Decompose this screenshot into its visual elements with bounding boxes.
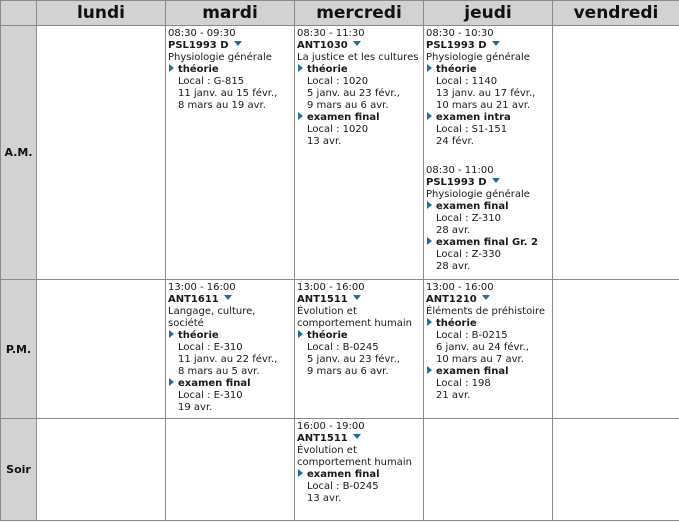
course-block xyxy=(295,419,423,507)
slot-cell xyxy=(553,26,679,280)
course-title: La justice et les cultures xyxy=(297,52,419,63)
activity-type-label: examen final xyxy=(436,201,509,212)
slot-cell xyxy=(166,280,295,419)
course-block xyxy=(424,163,552,275)
day-header-lundi: lundi xyxy=(37,1,166,26)
triangle-right-icon xyxy=(169,330,174,338)
course-time: 13:00 - 16:00 xyxy=(168,282,236,293)
activity-dates: 19 avr. xyxy=(178,402,213,413)
course-code: ANT1511 xyxy=(297,294,348,305)
activity-dates: 5 janv. au 23 févr., xyxy=(307,354,400,365)
activity-type xyxy=(297,112,422,124)
course-time: 16:00 - 19:00 xyxy=(297,421,365,432)
activity-local: Local : 1020 xyxy=(307,124,369,135)
activity-type-label: examen intra xyxy=(436,112,511,123)
slot-cell xyxy=(553,280,679,419)
triangle-right-icon xyxy=(298,330,303,338)
activity-dates: 11 janv. au 15 févr., xyxy=(178,88,278,99)
course-time: 08:30 - 10:30 xyxy=(426,28,494,39)
activity-dates: 10 mars au 7 avr. xyxy=(436,354,524,365)
course-time: 08:30 - 11:30 xyxy=(297,28,365,39)
dropdown-caret-icon[interactable] xyxy=(224,295,232,300)
day-header-mercredi: mercredi xyxy=(295,1,424,26)
slot-cell xyxy=(37,26,166,280)
activity-local: Local : Z-310 xyxy=(436,213,502,224)
course-title: Évolution et comportement humain xyxy=(297,306,412,329)
activity-local: Local : 1020 xyxy=(307,76,369,87)
activity-local: Local : G-815 xyxy=(178,76,245,87)
activity-dates: 24 févr. xyxy=(436,136,474,147)
corner-cell xyxy=(1,1,37,26)
activity-local: Local : E-310 xyxy=(178,342,243,353)
day-header-vendredi: vendredi xyxy=(553,1,679,26)
activity-local: Local : S1-151 xyxy=(436,124,508,135)
course-code: ANT1030 xyxy=(297,40,348,51)
activity-type xyxy=(426,112,551,124)
dropdown-caret-icon[interactable] xyxy=(234,41,242,46)
activity-type-label: théorie xyxy=(436,318,477,329)
triangle-right-icon xyxy=(427,64,432,72)
activity-type-label: théorie xyxy=(307,64,348,75)
course-code: PSL1993 D xyxy=(426,177,487,188)
activity-type xyxy=(168,64,293,76)
course-block xyxy=(166,26,294,114)
course-block xyxy=(166,280,294,416)
course-code-line xyxy=(426,294,551,306)
activity-dates: 28 avr. xyxy=(436,225,471,236)
course-code: ANT1511 xyxy=(297,433,348,444)
activity-dates: 13 janv. au 17 févr., xyxy=(436,88,536,99)
activity-type xyxy=(168,330,293,342)
activity-type-label: examen final Gr. 2 xyxy=(436,237,538,248)
slot-cell xyxy=(424,280,553,419)
triangle-right-icon xyxy=(427,318,432,326)
activity-local: Local : B-0215 xyxy=(436,330,508,341)
course-code-line xyxy=(426,40,551,52)
activity-dates: 9 mars au 6 avr. xyxy=(307,100,389,111)
course-code-line xyxy=(168,40,293,52)
activity-type xyxy=(426,237,551,249)
triangle-right-icon xyxy=(427,201,432,209)
activity-dates: 28 avr. xyxy=(436,261,471,272)
activity-dates: 21 avr. xyxy=(436,390,471,401)
triangle-right-icon xyxy=(298,469,303,477)
activity-dates: 13 avr. xyxy=(307,136,342,147)
activity-type xyxy=(297,64,422,76)
activity-type-label: examen final xyxy=(307,112,380,123)
course-code-line xyxy=(168,294,293,306)
slot-cell xyxy=(37,280,166,419)
slot-cell xyxy=(295,280,424,419)
activity-local: Local : 198 xyxy=(436,378,491,389)
dropdown-caret-icon[interactable] xyxy=(482,295,490,300)
activity-type xyxy=(426,64,551,76)
activity-dates: 9 mars au 6 avr. xyxy=(307,366,389,377)
course-code: PSL1993 D xyxy=(426,40,487,51)
triangle-right-icon xyxy=(298,112,303,120)
course-block xyxy=(424,26,552,150)
activity-dates: 13 avr. xyxy=(307,493,342,504)
course-title: Physiologie générale xyxy=(168,52,272,63)
activity-type-label: théorie xyxy=(307,330,348,341)
course-title: Langage, culture, société xyxy=(168,306,256,329)
triangle-right-icon xyxy=(427,112,432,120)
day-header-row xyxy=(1,1,679,26)
triangle-right-icon xyxy=(427,237,432,245)
activity-type xyxy=(426,366,551,378)
course-code: PSL1993 D xyxy=(168,40,229,51)
period-label-soir: Soir xyxy=(1,419,37,521)
course-time: 08:30 - 09:30 xyxy=(168,28,236,39)
activity-type-label: examen final xyxy=(178,378,251,389)
course-code-line xyxy=(426,177,551,189)
activity-type xyxy=(297,469,422,481)
course-time: 13:00 - 16:00 xyxy=(297,282,365,293)
course-title: Physiologie générale xyxy=(426,189,530,200)
activity-local: Local : B-0245 xyxy=(307,481,379,492)
slot-cell xyxy=(424,419,553,521)
activity-type xyxy=(426,318,551,330)
activity-dates: 8 mars au 5 avr. xyxy=(178,366,260,377)
dropdown-caret-icon[interactable] xyxy=(353,434,361,439)
course-block xyxy=(295,26,423,150)
activity-dates: 8 mars au 19 avr. xyxy=(178,100,266,111)
day-header-jeudi: jeudi xyxy=(424,1,553,26)
triangle-right-icon xyxy=(169,378,174,386)
day-header-mardi: mardi xyxy=(166,1,295,26)
course-title: Éléments de préhistoire xyxy=(426,306,546,317)
slot-cell xyxy=(295,26,424,280)
course-code: ANT1210 xyxy=(426,294,477,305)
course-time: 08:30 - 11:00 xyxy=(426,165,494,176)
triangle-right-icon xyxy=(169,64,174,72)
slot-cell xyxy=(37,419,166,521)
activity-type-label: examen final xyxy=(436,366,509,377)
course-block xyxy=(424,280,552,404)
dropdown-caret-icon[interactable] xyxy=(353,295,361,300)
activity-type-label: théorie xyxy=(178,330,219,341)
period-row-soir xyxy=(1,419,679,521)
period-label-am: A.M. xyxy=(1,26,37,280)
activity-dates: 10 mars au 21 avr. xyxy=(436,100,531,111)
course-code-line xyxy=(297,294,422,306)
activity-type-label: théorie xyxy=(436,64,477,75)
period-row-am xyxy=(1,26,679,280)
dropdown-caret-icon[interactable] xyxy=(492,41,500,46)
course-code-line xyxy=(297,433,422,445)
course-title: Physiologie générale xyxy=(426,52,530,63)
activity-dates: 6 janv. au 24 févr., xyxy=(436,342,529,353)
triangle-right-icon xyxy=(427,366,432,374)
activity-dates: 5 janv. au 23 févr., xyxy=(307,88,400,99)
activity-type xyxy=(297,330,422,342)
slot-cell xyxy=(295,419,424,521)
slot-cell xyxy=(166,419,295,521)
activity-local: Local : Z-330 xyxy=(436,249,502,260)
period-row-pm xyxy=(1,280,679,419)
course-time: 13:00 - 16:00 xyxy=(426,282,494,293)
activity-dates: 11 janv. au 22 févr., xyxy=(178,354,278,365)
activity-type xyxy=(426,201,551,213)
course-code: ANT1611 xyxy=(168,294,219,305)
slot-cell xyxy=(553,419,679,521)
triangle-right-icon xyxy=(298,64,303,72)
period-label-pm: P.M. xyxy=(1,280,37,419)
slot-cell xyxy=(166,26,295,280)
course-code-line xyxy=(297,40,422,52)
activity-type xyxy=(168,378,293,390)
activity-type-label: théorie xyxy=(178,64,219,75)
course-block xyxy=(295,280,423,380)
slot-cell xyxy=(424,26,553,280)
activity-local: Local : 1140 xyxy=(436,76,498,87)
dropdown-caret-icon[interactable] xyxy=(353,41,361,46)
dropdown-caret-icon[interactable] xyxy=(492,178,500,183)
course-title: Évolution et comportement humain xyxy=(297,445,412,468)
activity-local: Local : B-0245 xyxy=(307,342,379,353)
activity-type-label: examen final xyxy=(307,469,380,480)
activity-local: Local : E-310 xyxy=(178,390,243,401)
